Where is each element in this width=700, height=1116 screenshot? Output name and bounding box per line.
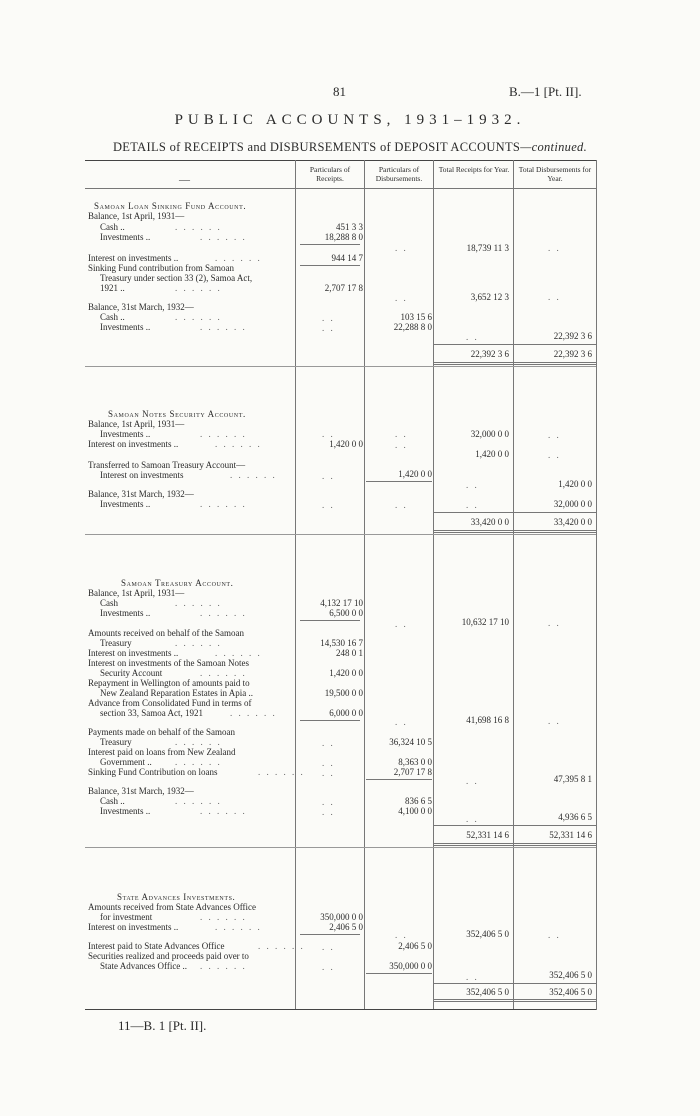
disbursement-amount: 2,707 17 8 <box>393 767 432 777</box>
line-item: Transferred to Samoan Treasury Account— <box>88 460 246 470</box>
line-item: Balance, 31st March, 1932— <box>88 786 194 796</box>
total-disbursements-amount: 352,406 5 0 <box>549 970 592 980</box>
receipt-amount: 451 3 3 <box>336 222 363 232</box>
line-item: Interest on investments .. <box>88 439 179 449</box>
section-total-rule <box>433 983 596 984</box>
header-particulars-disbursements: Particulars of Disbursements. <box>375 165 423 183</box>
receipt-amount: 6,000 0 0 <box>329 708 363 718</box>
empty-dots: . . <box>466 480 479 490</box>
disbursement-amount: 103 15 6 <box>400 312 432 322</box>
line-item: Investments .. <box>100 322 151 332</box>
empty-dots: . . <box>466 776 479 786</box>
subtitle-continued: —continued. <box>520 140 588 154</box>
section-heading: State Advances Investments. <box>117 892 236 902</box>
empty-dots: . . <box>395 440 408 450</box>
section-total-rule <box>433 512 596 513</box>
leader-dots: . . . . . . <box>200 668 247 678</box>
leader-dots: . . . . . . <box>175 638 222 648</box>
total-disbursements-amount: 32,000 0 0 <box>553 499 592 509</box>
header-total-disbursements: Total Disbursements for Year. <box>518 165 592 183</box>
leader-dots: . . . . . . <box>175 283 222 293</box>
col-divider-right <box>596 160 597 1010</box>
section-separator <box>85 366 596 367</box>
empty-dots: . . <box>395 717 408 727</box>
empty-dots: . . <box>466 332 479 342</box>
line-item: Investments .. <box>100 499 151 509</box>
line-item: Investments .. <box>100 608 151 618</box>
line-item: Interest on investments .. <box>88 648 179 658</box>
line-item: 1921 .. <box>100 283 125 293</box>
empty-dots: . . <box>322 962 335 972</box>
line-item: Investments .. <box>100 429 151 439</box>
subtotal-rule <box>300 244 360 245</box>
table-top-rule <box>85 160 596 161</box>
empty-dots: . . <box>395 243 408 253</box>
leader-dots: . . . . . . <box>215 922 262 932</box>
line-item: State Advances Office .. <box>100 961 188 971</box>
total-disbursements-amount: 22,392 3 6 <box>553 331 592 341</box>
section-double-rule <box>433 530 596 531</box>
receipt-amount: 1,420 0 0 <box>329 439 363 449</box>
receipt-amount: 4,132 17 10 <box>320 598 363 608</box>
line-item: Amounts received from State Advances Office <box>88 902 257 912</box>
section-double-rule <box>433 362 596 363</box>
disbursement-amount: 4,100 0 0 <box>398 806 432 816</box>
empty-dots: . . <box>322 500 335 510</box>
leader-dots: . . . . . . <box>230 470 277 480</box>
receipt-amount: 6,500 0 0 <box>329 608 363 618</box>
page-title: PUBLIC ACCOUNTS, 1931–1932. <box>174 112 526 128</box>
leader-dots: . . . . . . <box>200 806 247 816</box>
total-disbursements-amount: 4,936 6 5 <box>558 812 592 822</box>
leader-dots: . . . . . . <box>200 232 247 242</box>
section-heading: Samoan Treasury Account. <box>121 578 234 588</box>
receipt-amount: 2,707 17 8 <box>324 283 363 293</box>
line-item: Payments made on behalf of the Samoan <box>88 727 235 737</box>
empty-dots: . . <box>466 500 479 510</box>
subtotal-rule <box>366 481 432 482</box>
col-divider-3 <box>433 160 434 1010</box>
leader-dots: . . . . . . <box>175 598 222 608</box>
receipt-amount: 14,530 16 7 <box>320 638 363 648</box>
line-item: Treasury <box>100 737 132 747</box>
line-item: Balance, 1st April, 1931— <box>88 419 185 429</box>
line-item: Balance, 1st April, 1931— <box>88 588 185 598</box>
empty-dots: . . <box>322 738 335 748</box>
section-double-rule <box>433 999 596 1000</box>
line-item: New Zealand Reparation Estates in Apia .. <box>100 688 253 698</box>
line-item: Advance from Consolidated Fund in terms of <box>88 698 252 708</box>
empty-dots: . . <box>395 930 408 940</box>
empty-dots: . . <box>395 429 408 439</box>
col-divider-2 <box>364 160 365 1010</box>
receipt-amount: 18,288 8 0 <box>324 232 363 242</box>
section-separator <box>85 534 596 535</box>
page-footer: 11—B. 1 [Pt. II]. <box>118 1018 207 1033</box>
disbursement-amount: 2,406 5 0 <box>398 941 432 951</box>
line-item: Interest on investments .. <box>88 922 179 932</box>
line-item: for investment <box>100 912 153 922</box>
section-total-receipts: 52,331 14 6 <box>466 830 509 840</box>
line-item: section 33, Samoa Act, 1921 <box>100 708 203 718</box>
section-double-rule <box>433 364 596 365</box>
line-item: Interest on investments .. <box>88 253 179 263</box>
disbursement-amount: 36,324 10 5 <box>389 737 432 747</box>
leader-dots: . . . . . . <box>175 796 222 806</box>
subtotal-rule <box>300 934 360 935</box>
empty-dots: . . <box>548 618 561 628</box>
line-item: Sinking Fund Contribution on loans <box>88 767 218 777</box>
empty-dots: . . <box>322 313 335 323</box>
empty-dots: . . <box>322 807 335 817</box>
subtotal-rule <box>300 620 360 621</box>
header-bottom-rule <box>85 188 596 189</box>
col-divider-4 <box>513 160 514 1010</box>
subtotal-rule <box>366 973 432 974</box>
leader-dots: . . . . . . <box>200 322 247 332</box>
line-item: Interest paid on loans from New Zealand <box>88 747 236 757</box>
line-item: Securities realized and proceeds paid over to <box>88 951 249 961</box>
total-receipts-amount: 10,632 17 10 <box>461 617 509 627</box>
section-total-rule <box>433 825 596 826</box>
disbursement-amount: 8,363 0 0 <box>398 757 432 767</box>
header-dash: — <box>179 174 190 186</box>
leader-dots: . . . . . . <box>258 941 305 951</box>
leader-dots: . . . . . . <box>200 499 247 509</box>
total-disbursements-amount: 47,395 8 1 <box>553 774 592 784</box>
empty-dots: . . <box>395 500 408 510</box>
section-total-disbursements: 33,420 0 0 <box>553 517 592 527</box>
receipt-amount: 2,406 5 0 <box>329 922 363 932</box>
document-reference: B.—1 [Pt. II]. <box>509 84 582 99</box>
line-item: Interest paid to State Advances Office <box>88 941 225 951</box>
leader-dots: . . . . . . <box>258 767 305 777</box>
line-item: Cash <box>100 598 118 608</box>
line-item: Interest on investments of the Samoan Notes <box>88 658 249 668</box>
disbursement-amount: 22,288 8 0 <box>393 322 432 332</box>
receipt-amount: 350,000 0 0 <box>320 912 363 922</box>
section-total-disbursements: 22,392 3 6 <box>553 349 592 359</box>
section-total-receipts: 352,406 5 0 <box>466 987 509 997</box>
disbursement-amount: 836 6 5 <box>405 796 432 806</box>
empty-dots: . . <box>548 930 561 940</box>
line-item: Balance, 1st April, 1931— <box>88 211 185 221</box>
total-disbursements-amount: 1,420 0 0 <box>558 479 592 489</box>
total-receipts-amount: 18,739 11 3 <box>466 243 509 253</box>
subtotal-rule <box>300 720 360 721</box>
section-heading: Samoan Loan Sinking Fund Account. <box>94 201 247 211</box>
empty-dots: . . <box>548 243 561 253</box>
section-total-receipts: 22,392 3 6 <box>470 349 509 359</box>
subtotal-rule <box>300 265 360 266</box>
line-item: Interest on investments <box>100 470 184 480</box>
empty-dots: . . <box>322 768 335 778</box>
empty-dots: . . <box>322 758 335 768</box>
line-item: Cash .. <box>100 312 125 322</box>
receipt-amount: 19,500 0 0 <box>324 688 363 698</box>
page-number: 81 <box>333 84 346 99</box>
header-total-receipts: Total Receipts for Year. <box>438 165 510 174</box>
receipt-amount: 248 0 1 <box>336 648 363 658</box>
leader-dots: . . . . . . <box>200 912 247 922</box>
leader-dots: . . . . . . <box>175 222 222 232</box>
empty-dots: . . <box>322 323 335 333</box>
leader-dots: . . . . . . <box>175 757 222 767</box>
line-item: Treasury <box>100 638 132 648</box>
line-item: Repayment in Wellington of amounts paid to <box>88 678 250 688</box>
leader-dots: . . . . . . <box>200 961 247 971</box>
empty-dots: . . <box>322 471 335 481</box>
section-total-disbursements: 352,406 5 0 <box>549 987 592 997</box>
leader-dots: . . . . . . <box>175 312 222 322</box>
section-double-rule <box>433 843 596 844</box>
empty-dots: . . <box>322 942 335 952</box>
page-subtitle <box>0 140 700 155</box>
empty-dots: . . <box>548 450 561 460</box>
leader-dots: . . . . . . <box>215 253 262 263</box>
total-receipts-amount: 41,698 16 8 <box>466 715 509 725</box>
total-receipts-amount: 3,652 12 3 <box>470 292 509 302</box>
empty-dots: . . <box>548 716 561 726</box>
section-total-disbursements: 52,331 14 6 <box>549 830 592 840</box>
line-item: Security Account <box>100 668 163 678</box>
line-item: Balance, 31st March, 1932— <box>88 302 194 312</box>
subtitle-main: DETAILS of RECEIPTS and DISBURSEMENTS of DEPOSIT ACCOUNTS <box>112 140 521 154</box>
line-item: Investments .. <box>100 806 151 816</box>
section-separator <box>85 847 596 848</box>
section-heading: Samoan Notes Security Account. <box>108 409 246 419</box>
empty-dots: . . <box>322 429 335 439</box>
section-double-rule <box>433 1001 596 1002</box>
header-particulars-receipts: Particulars of Receipts. <box>309 165 351 183</box>
line-item: Investments .. <box>100 232 151 242</box>
leader-dots: . . . . . . <box>230 708 277 718</box>
line-item: Sinking Fund contribution from Samoan <box>88 263 234 273</box>
line-item: Government .. <box>100 757 152 767</box>
leader-dots: . . . . . . <box>200 608 247 618</box>
section-double-rule <box>433 845 596 846</box>
empty-dots: . . <box>395 293 408 303</box>
line-item: Cash .. <box>100 222 125 232</box>
total-receipts-amount: 352,406 5 0 <box>466 929 509 939</box>
subtotal-rule <box>366 779 432 780</box>
leader-dots: . . . . . . <box>175 737 222 747</box>
line-item: Treasury under section 33 (2), Samoa Act, <box>100 273 253 283</box>
section-double-rule <box>433 532 596 533</box>
line-item: Amounts received on behalf of the Samoan <box>88 628 244 638</box>
empty-dots: . . <box>322 797 335 807</box>
receipt-amount: 1,420 0 0 <box>329 668 363 678</box>
table-bottom-rule <box>85 1009 596 1010</box>
empty-dots: . . <box>548 430 561 440</box>
section-total-rule <box>433 344 596 345</box>
disbursement-amount: 1,420 0 0 <box>398 469 432 479</box>
section-total-receipts: 33,420 0 0 <box>470 517 509 527</box>
leader-dots: . . . . . . <box>215 439 262 449</box>
total-receipts-amount: 32,000 0 0 <box>470 429 509 439</box>
empty-dots: . . <box>395 619 408 629</box>
empty-dots: . . <box>548 292 561 302</box>
leader-dots: . . . . . . <box>215 648 262 658</box>
disbursement-amount: 350,000 0 0 <box>389 961 432 971</box>
receipt-amount: 944 14 7 <box>331 253 363 263</box>
line-item: Cash .. <box>100 796 125 806</box>
empty-dots: . . <box>466 814 479 824</box>
line-item: Balance, 31st March, 1932— <box>88 489 194 499</box>
leader-dots: . . . . . . <box>200 429 247 439</box>
col-divider-1 <box>295 160 296 1010</box>
total-receipts-amount: 1,420 0 0 <box>475 449 509 459</box>
empty-dots: . . <box>466 972 479 982</box>
